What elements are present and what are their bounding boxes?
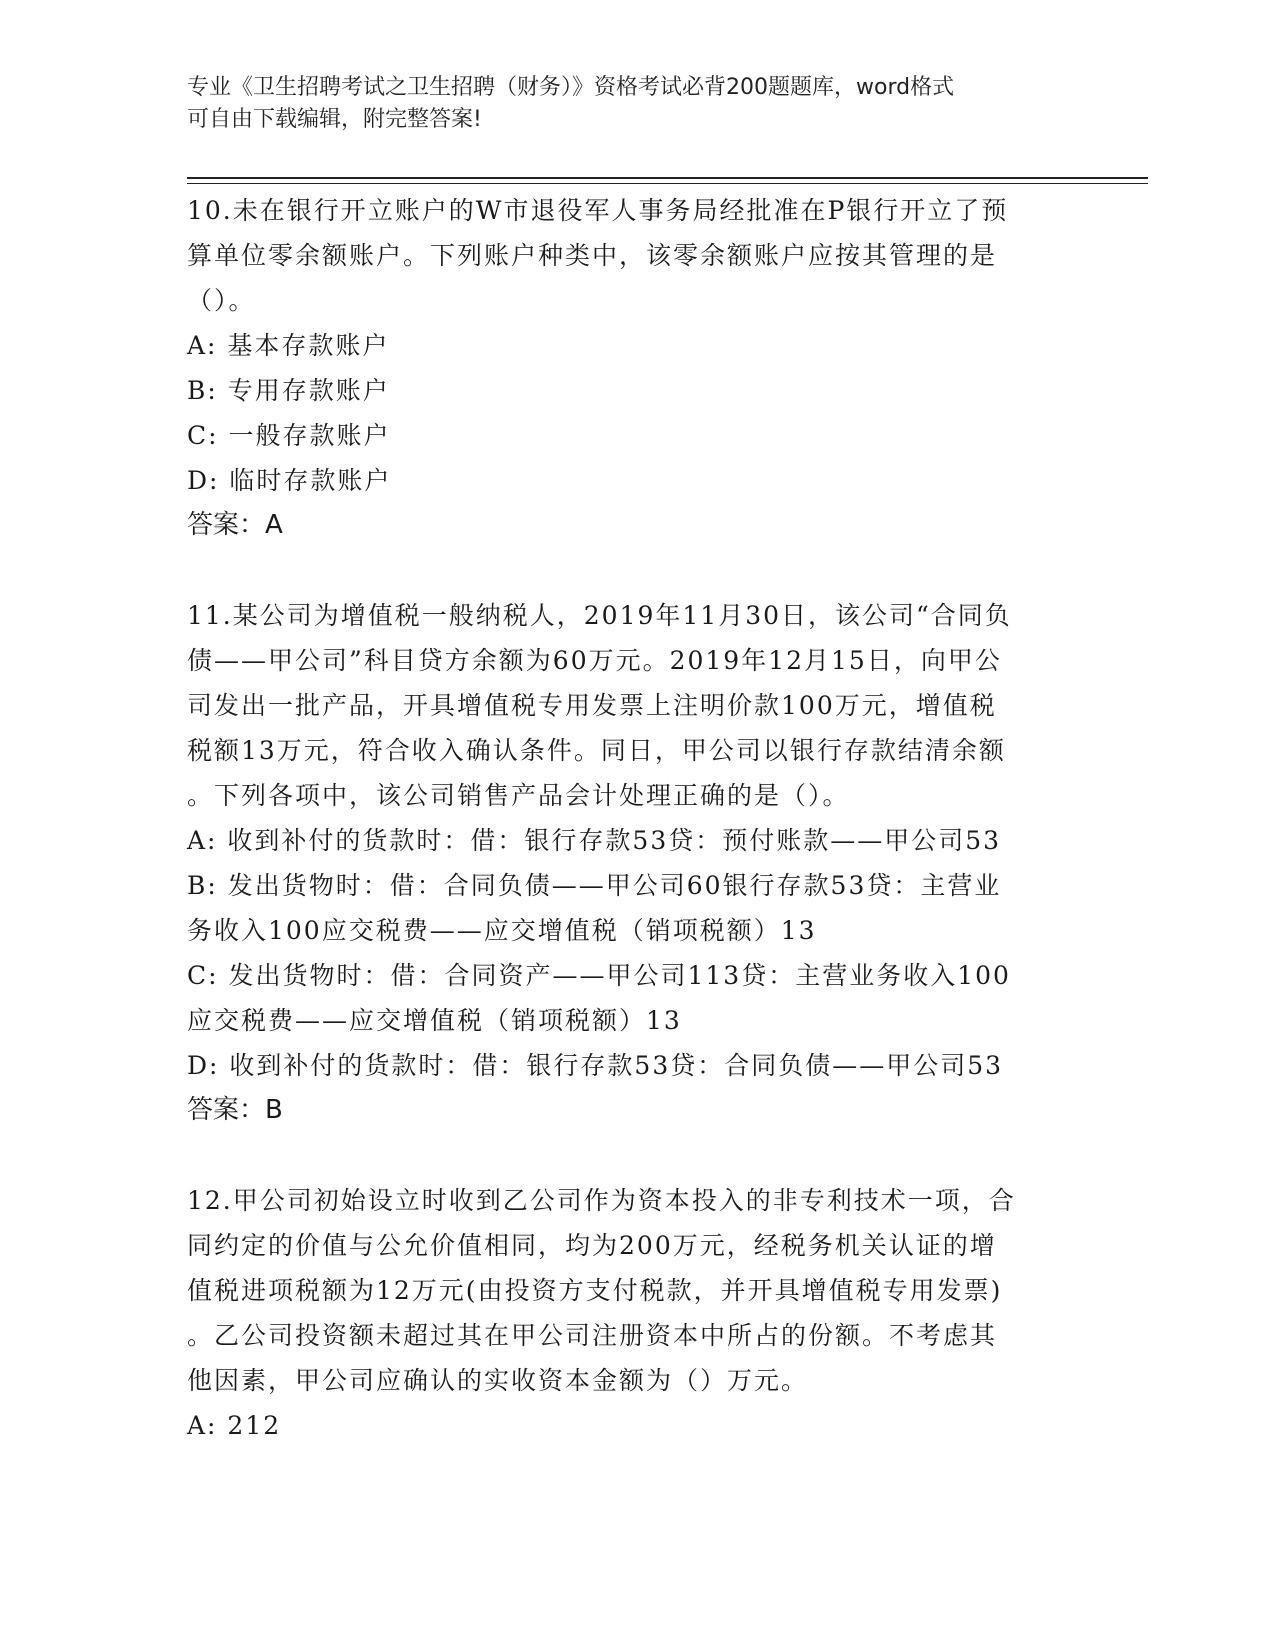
question-12-stem-line-4: 。乙公司投资额未超过其在甲公司注册资本中所占的份额。不考虑其 — [187, 1321, 998, 1350]
question-11-answer: 答案：B — [187, 1095, 283, 1125]
question-10-option-b: B: 专用存款账户 — [187, 376, 390, 405]
header-divider-thick — [187, 177, 1148, 179]
question-11 — [187, 593, 1087, 1133]
question-10-answer: 答案：A — [187, 510, 283, 540]
question-12-stem-line-1: 12.甲公司初始设立时收到乙公司作为资本投入的非专利技术一项，合 — [187, 1186, 1016, 1215]
header-line-1: 专业《卫生招聘考试之卫生招聘（财务）》资格考试必背200题题库，word格式 — [187, 75, 955, 100]
question-12-option-a: A: 212 — [187, 1411, 282, 1440]
question-11-option-c-line-1: C: 发出货物时：借：合同资产——甲公司113贷：主营业务收入100 — [187, 961, 1011, 990]
question-11-stem-line-3: 司发出一批产品，开具增值税专用发票上注明价款100万元，增值税 — [187, 691, 997, 720]
header-line-2: 可自由下载编辑，附完整答案! — [187, 107, 482, 132]
question-10-option-d: D: 临时存款账户 — [187, 466, 392, 495]
question-10-stem-line-2: 算单位零余额账户。下列账户种类中，该零余额账户应按其管理的是 — [187, 241, 998, 270]
question-12-stem-line-5: 他因素，甲公司应确认的实收资本金额为（）万元。 — [187, 1366, 809, 1395]
question-12-stem-line-2: 同约定的价值与公允价值相同，均为200万元，经税务机关认证的增 — [187, 1231, 997, 1260]
question-12-stem-line-3: 值税进项税额为12万元(由投资方支付税款，并开具增值税专用发票) — [187, 1276, 1003, 1305]
question-11-option-b-line-2: 务收入100应交税费——应交增值税（销项税额）13 — [187, 916, 817, 945]
question-11-option-d: D: 收到补付的货款时：借：银行存款53贷：合同负债——甲公司53 — [187, 1051, 1004, 1080]
question-10-stem-line-1: 10.未在银行开立账户的W市退役军人事务局经批准在P银行开立了预 — [187, 196, 1009, 225]
question-11-option-c-line-2: 应交税费——应交增值税（销项税额）13 — [187, 1006, 682, 1035]
question-11-stem-line-5: 。下列各项中，该公司销售产品会计处理正确的是（）。 — [187, 781, 850, 810]
header-divider-thin — [187, 183, 1148, 184]
question-10-option-c: C: 一般存款账户 — [187, 421, 391, 450]
document-header — [187, 72, 1087, 136]
question-11-option-a: A: 收到补付的货款时：借：银行存款53贷：预付账款——甲公司53 — [187, 826, 1002, 855]
spacer — [187, 1133, 1087, 1178]
question-10-option-a: A: 基本存款账户 — [187, 331, 390, 360]
question-11-stem-line-2: 债——甲公司”科目贷方余额为60万元。2019年12月15日，向甲公 — [187, 646, 1002, 675]
question-10 — [187, 188, 1087, 548]
question-11-option-b-line-1: B: 发出货物时：借：合同负债——甲公司60银行存款53贷：主营业 — [187, 871, 1002, 900]
question-list — [187, 188, 1087, 1448]
question-11-stem-line-4: 税额13万元，符合收入确认条件。同日，甲公司以银行存款结清余额 — [187, 736, 1006, 765]
question-11-stem-line-1: 11.某公司为增值税一般纳税人，2019年11月30日，该公司“合同负 — [187, 601, 1012, 630]
question-10-stem-line-3: （）。 — [187, 286, 256, 315]
question-12 — [187, 1178, 1087, 1448]
spacer — [187, 548, 1087, 593]
